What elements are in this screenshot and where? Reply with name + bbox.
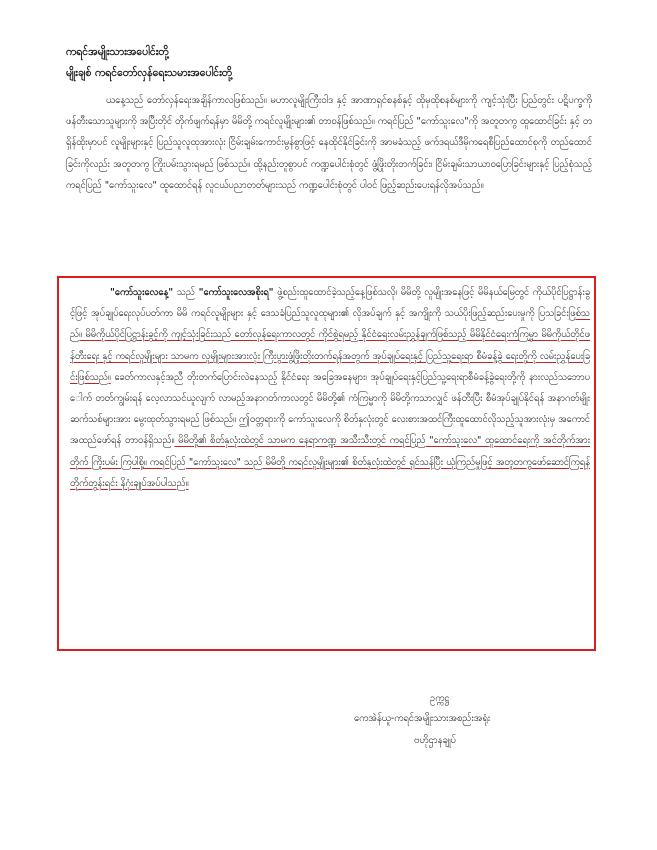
highlight-text-1: ဖွဲ့စည်းထူထောင်ခဲ့သည့်နေ့ဖြစ်သလို၊ မိမိတို့ လူမျိုးအနေဖြင့် မိမိနယ်မြေတွင် ကိုယ်ပိုင်ပြဋ္ဌာန်းခွင့်ဖြင့် အုပ်ချုပ်ရေးလုပ်ပတ်ကာ မိမိ ကရင်လူမျိုးများ နှင့် ဒေသခံပြည်သူလူထုများ၏ လိုအပ်ချက် နှင့် အကျိုးကို သယ်ပိုးဖြည့်ဆည်းပေးမှုကို ပြသခြင်း — [70, 287, 590, 320]
signature-mark: ဥက္ကဋ္ဌ — [430, 693, 450, 704]
highlighted-paragraph — [70, 282, 590, 494]
salutation-line-1: ကရင်အမျိုးသားအပေါင်းတို့ — [66, 46, 169, 58]
signature-location: ဗဟိုဌာနချုပ် — [414, 735, 456, 746]
highlight-text-2: ခေတ်ကာလနှင့်အညီ တိုးတက်ပြောင်းလဲနေသည့် နိုင်ငံရေး အခြေအနေများ၊ အုပ်ချုပ်ရေးနှင့်ပြည်သူ့ရေးရာစီမံခန့်ခွဲရေးတို့ကို နားလည်သဘောပေါက် တတ်ကျွမ်းရန် လေ့လာသင်ယူလျက် လာမည့်အနာဂတ်ကာလတွင် မိမိတို့၏ ကံကြမ္မာကို မိမိတို့ကသာလျှင် ဖန်တီးပြီး စီမံအုပ်ချုပ်နိုင်ရန် အနာဂတ်မျိုးဆက်သစ်များအား မွေးထုတ်သွားရမည် ဖြစ်သည်။ ဤဝတ္တရားကို ကော်သူးလေကို စိတ်နှလုံးတွင် လေးစားအထင်ကြီးထူထောင်လိုသည့်သူအားလုံးမှ အကောင်အထည်ဖော်ရန် တာဝန်ရှိသည်။ — [70, 371, 591, 447]
intro-paragraph — [66, 90, 592, 196]
kawthoolei-government-term: "ကော်သူးလေအစိုးရ" — [198, 287, 274, 298]
salutation-line-2: မျိုးချစ် ကရင်တော်လှန်ရေးသမားအပေါင်းတို့ — [66, 67, 232, 79]
intro-text: ယနေ့သည် တော်လှန်ရေးအချိန်ကာလဖြစ်သည်။ မဟာလူမျိုးကြီးဝါဒ နှင့် အာဏာရှင်စနစ်နှင့် ထိုမှထိုစနစ်များကို ကျင့်သုံးပြီး ပြည်တွင်း ပဋိပက္ခကို ဖန်တီးသောသူများကို အပြီးတိုင် တိုက်ဖျက်ရန်မှာ မိမိတို့ ကရင်လူမျိုးများ၏ တာဝန်ဖြစ်သည်။ ကရင်ပြည် "ကော်သူးလေ"ကို အတူတကွ ထူထောင်ခြင်း နှင့် တရှိန်ထိုးမှာပင် လူမျိုးများနှင့် ပြည်သူလူထုအားလုံး ငြိမ်းချမ်းကောင်းမွန်စွာဖြင့် နေထိုင်နိုင်ခြင်းကို အာမခံသည့် ဖက်ဒရယ်ဒီမိုကရေစီပြည်ထောင်စုကို တည်ထောင်ခြင်းကိုလည်း အတူတကွ ကြိုးပမ်းသွားရမည် ဖြစ်သည်။ ထို့နည်းတူစွာပင် ကဏ္ဍပေါင်းစုံတွင် ဖွံ့ဖြိုးတိုးတက်ခြင်း၊ ငြိမ်းချမ်းသာယာဝပြောခြင်းများနှင့် ပြည့်စုံသည့် ကရင်ပြည် "ကော်သူးလေ" ထူထောင်ရန် လူငယ်ပညာတတ်များသည် ကဏ္ဍပေါင်းစုံတွင် ပါဝင် ဖြည့်ဆည်းပေးရန်လိုအပ်သည်။ — [66, 95, 592, 191]
signature-organization: ကေအဲန်ယူ-ကရင်အမျိုးသားအစည်းအရုံး — [354, 713, 491, 724]
underlined-text-2: မိမိတို့၏ စိတ်နှလုံးထဲတွင် သာမက နေရာကဏ္ဍ အသီးသီးတွင် ကရင်ပြည် "ကော်သူးလေ" ထူထောင်ရေးကို အင်တိုက်အားတိုက် ကြိုးပမ်း ကြပါစို့။ ကရင်ပြည် "ကော်သူးလေ" သည် မိမိတို့ ကရင်လူမျိုးများ၏ စိတ်နှလုံးထဲတွင် ရှင်သန်ပြီး ယုံကြည်မှုဖြင့် အတူတကွဖော်ဆောင်ကြရန် တိုက်တွန်းရင်း နိဂုံးချုပ်အပ်ပါသည်။ — [70, 435, 590, 489]
connector-text: သည် — [173, 287, 199, 298]
underlined-text-1: ဖြစ်သည်။ မိမိကိုယ်ပိုင်ပြဋ္ဌာန်းခွင့်ကို ကျင့်သုံးခြင်းသည် တော်လှန်ရေးကာလတွင် ကိုင်စွဲရမည့် နိုင်ငံရေးလမ်းညွှန်ချက်ဖြစ်သည့် မိမိနိုင်ငံရေးကံကြမ္မာ မိမိကိုယ်တိုင်ဖန်တီးရေး နှင့် ကရင်လူမျိုးများ သာမက လူမျိုးများအားလုံး ကြီးပွားဖွံ့ဖြိုးတိုးတက်ရန်အတွက် အုပ်ချုပ်ရေးနှင့် ပြည်သူ့ရေးရာ စီမံခန့်ခွဲ ရေးတို့ကို လမ်းညွှန်ပေးခြင်းဖြစ်သည်။ — [70, 308, 590, 383]
karen-day-term: "ကော်သူးလေနေ့" — [110, 287, 174, 298]
